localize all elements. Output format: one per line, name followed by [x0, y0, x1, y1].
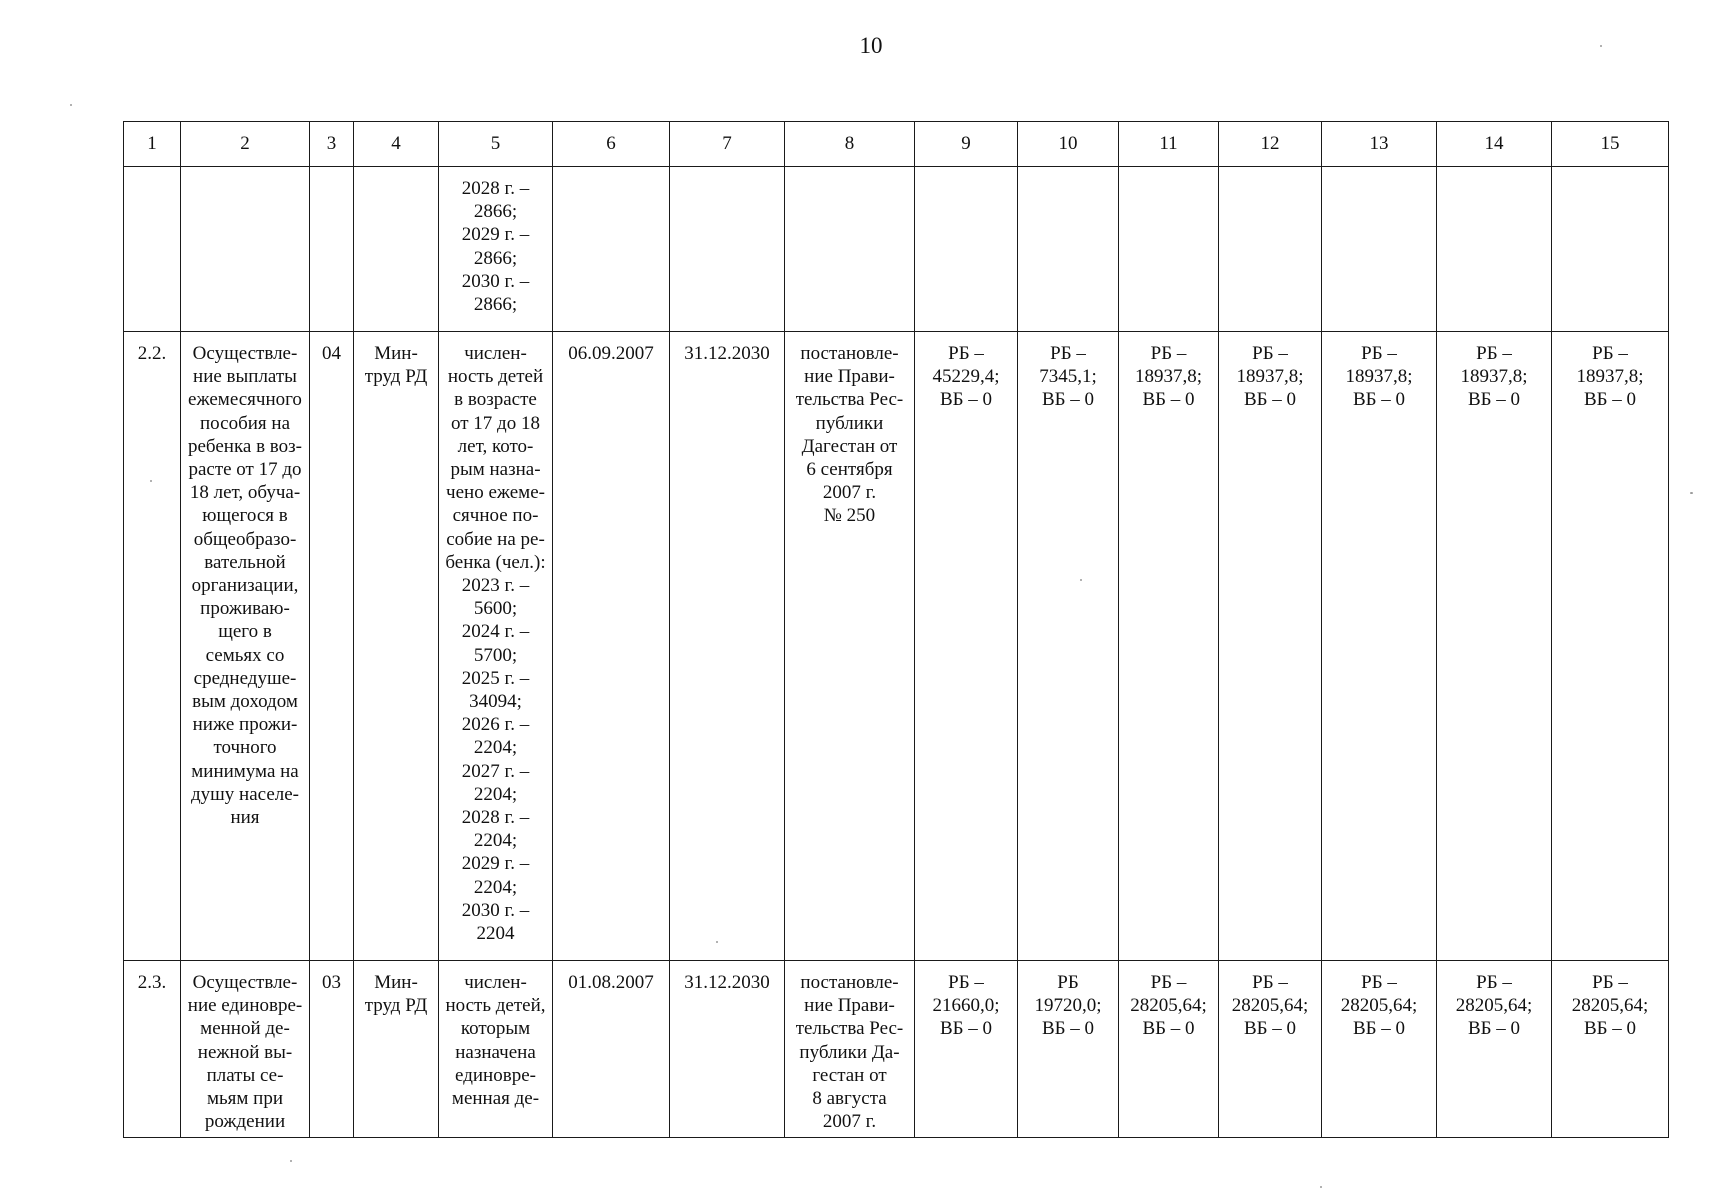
cell-text-line: которым: [460, 1018, 531, 1040]
cell-text-line: 2204;: [473, 737, 518, 759]
cell-text-line: Осуществле-: [192, 972, 298, 993]
cell-text-line: 28205,64;: [1455, 995, 1533, 1017]
cell-text-line: 28205,64;: [1340, 995, 1418, 1017]
cell-text-line: 45229,4;: [932, 366, 1000, 388]
cell-text-line: ние выплаты: [193, 366, 297, 388]
table-row-2-3: [124, 961, 1669, 1138]
cell-text-line: бенка (чел.):: [445, 551, 546, 573]
table-cell: [439, 167, 553, 332]
cell-text-line: от 17 до 18: [451, 412, 540, 434]
column-header: 7: [670, 122, 785, 167]
cell-text-line: РБ: [1057, 972, 1079, 993]
cell-text-line: 2028 г. –: [461, 807, 530, 829]
cell-text-line: расте от 17 до: [188, 459, 302, 481]
cell-text-line: 5600;: [473, 598, 518, 620]
scan-speck: [1080, 579, 1082, 581]
column-header: 5: [439, 122, 553, 167]
program-measures-table: [123, 121, 1669, 1138]
cell-text-line: 8 августа: [812, 1088, 887, 1110]
cell-text-line: ежемесячного: [188, 389, 302, 411]
cell-text-line: РБ –: [1050, 343, 1086, 364]
cell-text-line: ность детей,: [445, 995, 546, 1017]
column-header: 9: [915, 122, 1018, 167]
cell-text-line: ющегося в: [202, 505, 288, 527]
table-cell: [915, 332, 1018, 961]
table-cell: [354, 167, 439, 332]
cell-text-line: Мин-: [374, 972, 418, 993]
cell-text-line: Дагестан от: [801, 435, 898, 457]
table-cell: [670, 961, 785, 1138]
cell-text-line: 2028 г. –: [461, 178, 530, 199]
cell-text-line: ВБ – 0: [1243, 1018, 1297, 1040]
cell-text-line: 34094;: [469, 691, 522, 713]
cell-text-line: щего в: [218, 621, 272, 643]
cell-text-line: 28205,64;: [1130, 995, 1207, 1017]
cell-text-line: 2204;: [473, 783, 518, 805]
cell-text-line: в возрасте: [454, 389, 537, 411]
cell-text-line: ность детей: [447, 366, 544, 388]
cell-text-line: ВБ – 0: [1583, 1018, 1637, 1040]
cell-text-line: ВБ – 0: [1142, 1018, 1195, 1040]
table-cell: [1437, 332, 1552, 961]
cell-text-line: 01.08.2007: [568, 972, 654, 993]
cell-text-line: точного: [213, 737, 277, 759]
cell-text-line: 31.12.2030: [684, 972, 770, 993]
cell-text-line: 31.12.2030: [684, 343, 770, 364]
cell-text-line: РБ –: [1476, 972, 1512, 993]
column-header: 11: [1119, 122, 1219, 167]
cell-text-line: 2204: [476, 923, 515, 945]
cell-text-line: организации,: [191, 575, 299, 597]
cell-text-line: 2024 г. –: [461, 621, 530, 643]
cell-text-line: 28205,64;: [1571, 995, 1649, 1017]
cell-text-line: РБ –: [1150, 343, 1187, 364]
column-header: 14: [1437, 122, 1552, 167]
cell-text-line: ребенка в воз-: [188, 435, 302, 457]
cell-text-line: менной де-: [200, 1018, 290, 1040]
cell-text-line: 2866;: [473, 247, 518, 269]
table-cell: [1018, 961, 1119, 1138]
cell-text-line: ВБ – 0: [1583, 389, 1637, 411]
cell-text-line: 2027 г. –: [461, 760, 530, 782]
cell-text-line: ВБ – 0: [1352, 1018, 1406, 1040]
table-cell: [181, 167, 310, 332]
cell-text-line: 2025 г. –: [461, 667, 530, 689]
cell-text-line: ВБ – 0: [1352, 389, 1406, 411]
table-cell: [1219, 167, 1322, 332]
cell-text-line: 2866;: [473, 294, 518, 316]
cell-text-line: РБ –: [1361, 972, 1397, 993]
cell-text-line: 2029 г. –: [461, 853, 530, 875]
cell-text-line: ВБ – 0: [1467, 1018, 1521, 1040]
cell-text-line: минимума на: [191, 760, 299, 782]
scan-speck: [1600, 45, 1602, 47]
cell-text-line: 2007 г.: [822, 1111, 877, 1133]
cell-text-line: 21660,0;: [932, 995, 1000, 1017]
cell-text-line: РБ –: [948, 343, 984, 364]
table-cell: [124, 961, 181, 1138]
column-header: 12: [1219, 122, 1322, 167]
cell-text-line: сячное по-: [452, 505, 539, 527]
table-cell: [1322, 167, 1437, 332]
cell-text-line: вым доходом: [192, 691, 298, 713]
table-cell: [1322, 332, 1437, 961]
cell-text-line: 04: [322, 343, 341, 364]
cell-text-line: 2026 г. –: [461, 714, 530, 736]
cell-text-line: мьям при: [206, 1088, 284, 1110]
cell-text-line: ВБ – 0: [1041, 1018, 1095, 1040]
cell-text-line: проживаю-: [200, 598, 290, 620]
cell-text-line: 2030 г. –: [461, 899, 530, 921]
cell-text-line: РБ –: [1361, 343, 1397, 364]
cell-text-line: ВБ – 0: [939, 1018, 993, 1040]
table-cell: [785, 961, 915, 1138]
cell-text-line: труд РД: [364, 366, 428, 388]
cell-text-line: числен-: [464, 972, 527, 993]
column-header: 8: [785, 122, 915, 167]
table-cell: [1552, 167, 1669, 332]
table-cell: [354, 961, 439, 1138]
table-cell: [915, 167, 1018, 332]
cell-text-line: назначена: [455, 1041, 536, 1063]
cell-text-line: рым назна-: [450, 459, 541, 481]
table-cell: [439, 332, 553, 961]
cell-text-line: числен-: [464, 343, 527, 364]
table-cell: [785, 332, 915, 961]
column-header: 1: [124, 122, 181, 167]
cell-text-line: вательной: [204, 551, 286, 573]
table-cell: [310, 332, 354, 961]
cell-text-line: ВБ – 0: [939, 389, 993, 411]
table-row-2-2: [124, 332, 1669, 961]
cell-text-line: тельства Рес-: [795, 1018, 904, 1040]
cell-text-line: рождении: [204, 1111, 286, 1133]
cell-text-line: РБ –: [1592, 972, 1628, 993]
cell-text-line: труд РД: [364, 995, 428, 1017]
table-cell: [553, 167, 670, 332]
scan-speck: [716, 941, 718, 943]
cell-text-line: собие на ре-: [446, 528, 545, 550]
cell-text-line: 5700;: [473, 644, 518, 666]
column-header: 3: [310, 122, 354, 167]
table-cell: [1437, 961, 1552, 1138]
cell-text-line: семьях со: [205, 644, 285, 666]
cell-text-line: 18937,8;: [1576, 366, 1644, 388]
cell-text-line: 2.3.: [137, 972, 167, 993]
cell-text-line: публики Да-: [799, 1041, 900, 1063]
cell-text-line: 18937,8;: [1345, 366, 1413, 388]
cell-text-line: пособия на: [200, 412, 290, 434]
cell-text-line: 6 сентября: [806, 459, 893, 481]
cell-text-line: ВБ – 0: [1243, 389, 1297, 411]
cell-text-line: Мин-: [374, 343, 418, 364]
table-cell: [310, 961, 354, 1138]
cell-text-line: РБ –: [1150, 972, 1187, 993]
cell-text-line: 18 лет, обуча-: [189, 482, 301, 504]
column-header: 15: [1552, 122, 1669, 167]
column-header: 4: [354, 122, 439, 167]
column-header: 13: [1322, 122, 1437, 167]
table-cell: [1119, 167, 1219, 332]
cell-text-line: 2204;: [473, 830, 518, 852]
cell-text-line: постановле-: [800, 343, 899, 364]
table-cell: [1552, 961, 1669, 1138]
cell-text-line: ниже прожи-: [192, 714, 298, 736]
cell-text-line: РБ –: [1252, 972, 1288, 993]
cell-text-line: тельства Рес-: [795, 389, 904, 411]
scan-speck: [290, 1160, 292, 1162]
column-header: 2: [181, 122, 310, 167]
cell-text-line: № 250: [823, 505, 876, 527]
cell-text-line: 2029 г. –: [461, 224, 530, 246]
cell-text-line: 2023 г. –: [461, 575, 530, 597]
cell-text-line: 2007 г.: [822, 482, 877, 504]
table-row-continuation: [124, 167, 1669, 332]
cell-text-line: ния: [230, 807, 260, 829]
table-cell: [1018, 332, 1119, 961]
cell-text-line: душу населе-: [191, 783, 299, 805]
cell-text-line: 7345,1;: [1039, 366, 1097, 388]
table-cell: [439, 961, 553, 1138]
table-cell: [1437, 167, 1552, 332]
table-cell: [310, 167, 354, 332]
cell-text-line: ние Прави-: [804, 995, 895, 1017]
cell-text-line: общеобразо-: [193, 528, 297, 550]
table-cell: [553, 961, 670, 1138]
cell-text-line: 03: [322, 972, 341, 993]
cell-text-line: единовре-: [455, 1064, 536, 1086]
cell-text-line: РБ –: [1252, 343, 1288, 364]
cell-text-line: 19720,0;: [1034, 995, 1102, 1017]
table-cell: [1552, 332, 1669, 961]
cell-text-line: 18937,8;: [1460, 366, 1528, 388]
cell-text-line: РБ –: [948, 972, 984, 993]
cell-text-line: платы се-: [206, 1064, 284, 1086]
cell-text-line: публики: [815, 412, 884, 434]
table-cell: [124, 167, 181, 332]
cell-text-line: 06.09.2007: [568, 343, 654, 364]
cell-text-line: 2204;: [473, 876, 518, 898]
cell-text-line: лет, кото-: [457, 435, 534, 457]
scan-speck: [150, 480, 152, 482]
column-number-row: [124, 122, 1669, 167]
table-cell: [1219, 961, 1322, 1138]
cell-text-line: ВБ – 0: [1142, 389, 1195, 411]
cell-text-line: гестан от: [812, 1064, 887, 1086]
table-cell: [181, 961, 310, 1138]
cell-text-line: ние Прави-: [804, 366, 895, 388]
table-cell: [670, 332, 785, 961]
table-cell: [1119, 961, 1219, 1138]
cell-text-line: ВБ – 0: [1041, 389, 1095, 411]
table-cell: [670, 167, 785, 332]
table-cell: [915, 961, 1018, 1138]
cell-text-line: РБ –: [1592, 343, 1628, 364]
cell-text-line: Осуществле-: [192, 343, 298, 364]
table-cell: [553, 332, 670, 961]
cell-text-line: РБ –: [1476, 343, 1512, 364]
column-header: 10: [1018, 122, 1119, 167]
column-header: 6: [553, 122, 670, 167]
cell-text-line: 28205,64;: [1231, 995, 1309, 1017]
cell-text-line: среднедуше-: [193, 667, 297, 689]
cell-text-line: менная де-: [451, 1088, 540, 1110]
page-number: 10: [859, 33, 883, 58]
cell-text-line: чено ежеме-: [446, 482, 545, 504]
cell-text-line: 2866;: [473, 201, 518, 223]
cell-text-line: 2030 г. –: [461, 270, 530, 292]
table-cell: [354, 332, 439, 961]
table-cell: [1219, 332, 1322, 961]
table-cell: [181, 332, 310, 961]
scan-speck: [1320, 1186, 1322, 1188]
cell-text-line: 2.2.: [137, 343, 167, 364]
table-cell: [1322, 961, 1437, 1138]
table-cell: [785, 167, 915, 332]
scan-speck: [70, 104, 72, 106]
scan-speck: [1690, 492, 1693, 494]
cell-text-line: 18937,8;: [1134, 366, 1203, 388]
cell-text-line: ние единовре-: [187, 995, 303, 1017]
cell-text-line: 18937,8;: [1236, 366, 1304, 388]
table-cell: [1018, 167, 1119, 332]
table-cell: [1119, 332, 1219, 961]
cell-text-line: нежной вы-: [197, 1041, 293, 1063]
cell-text-line: ВБ – 0: [1467, 389, 1521, 411]
cell-text-line: постановле-: [800, 972, 899, 993]
table-cell: [124, 332, 181, 961]
